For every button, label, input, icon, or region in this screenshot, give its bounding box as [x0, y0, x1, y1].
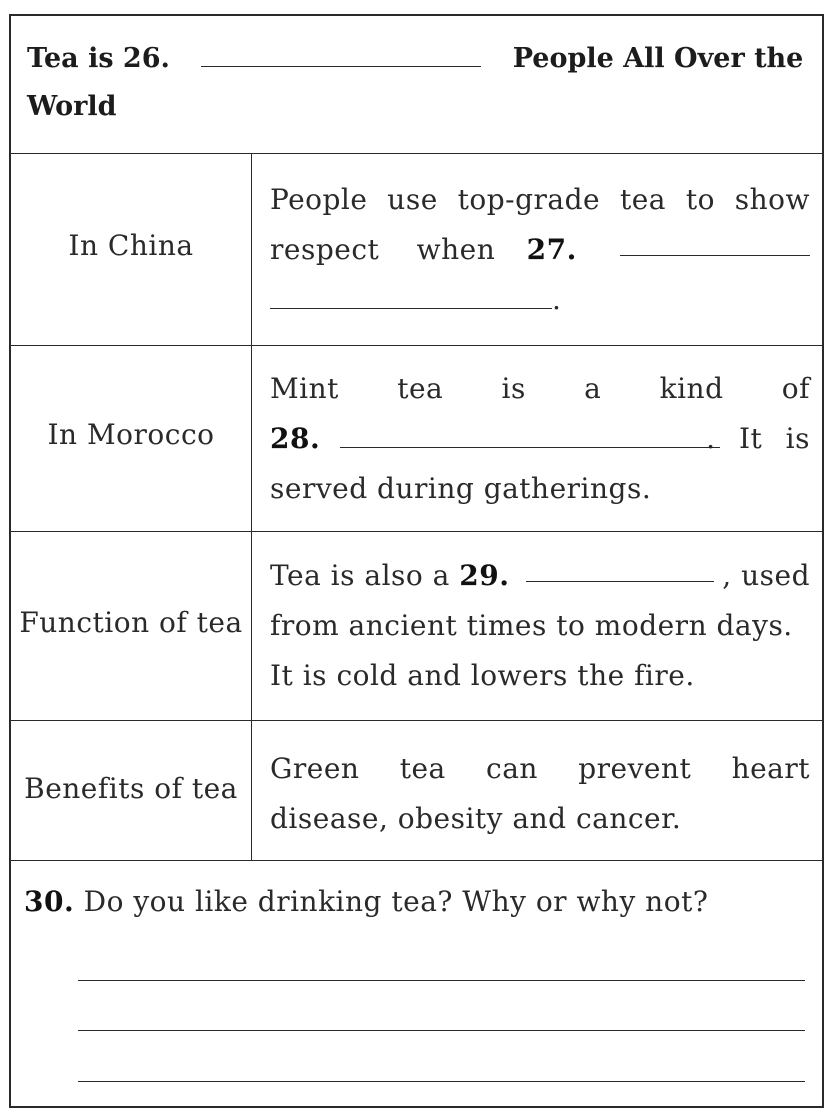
question-text: Do you like drinking tea? Why or why not? [83, 885, 709, 918]
content-line [270, 275, 810, 325]
content-text: respect when [270, 233, 496, 266]
answer-line-30-1[interactable] [78, 980, 805, 981]
content-line: disease, obesity and cancer. [270, 802, 682, 835]
row-divider [9, 720, 824, 721]
title-suffix: People All Over the [512, 43, 804, 74]
row-label-benefits: Benefits of tea [24, 772, 238, 805]
answer-blank-26[interactable] [201, 36, 481, 67]
content-line [270, 225, 810, 275]
row-label-china: In China [68, 229, 194, 262]
content-line: from ancient times to modern days. [270, 609, 793, 642]
answer-blank-27b[interactable] [270, 278, 552, 309]
content-line [270, 551, 810, 601]
title-prefix: Tea is 26. [27, 43, 170, 74]
content-line: served during gatherings. [270, 472, 652, 505]
answer-blank-29[interactable] [526, 551, 714, 582]
content-line: People use top-grade tea to show [270, 183, 810, 216]
content-line [270, 414, 810, 464]
content-line: It is cold and lowers the fire. [270, 659, 695, 692]
content-text: Tea is also a [270, 559, 450, 592]
question-number-28: 28. [270, 422, 321, 455]
answer-blank-27a[interactable] [620, 225, 810, 256]
title-line-1 [27, 34, 803, 84]
row-label-function: Function of tea [19, 606, 243, 639]
question-number-30: 30. [24, 885, 75, 918]
content-text: . [552, 283, 562, 316]
row-content-morocco [270, 364, 810, 514]
row-divider [9, 531, 824, 532]
row-divider [9, 345, 824, 346]
content-line: Mint tea is a kind of [270, 372, 810, 405]
row-content-benefits [270, 744, 810, 844]
content-line: Green tea can prevent heart [270, 752, 810, 785]
question-number-27: 27. [526, 233, 577, 266]
row-content-china [270, 175, 810, 325]
column-divider [251, 153, 252, 860]
question-number-29: 29. [459, 559, 510, 592]
row-label-morocco: In Morocco [47, 418, 215, 451]
content-text: . It is [706, 422, 810, 455]
title-line-2: World [27, 91, 117, 122]
row-divider [9, 153, 824, 154]
content-text: , used [722, 559, 810, 592]
answer-line-30-2[interactable] [78, 1030, 805, 1031]
row-content-function [270, 551, 810, 701]
question-30 [24, 885, 708, 918]
answer-line-30-3[interactable] [78, 1081, 805, 1082]
answer-blank-28[interactable] [340, 417, 720, 448]
row-divider [9, 860, 824, 861]
